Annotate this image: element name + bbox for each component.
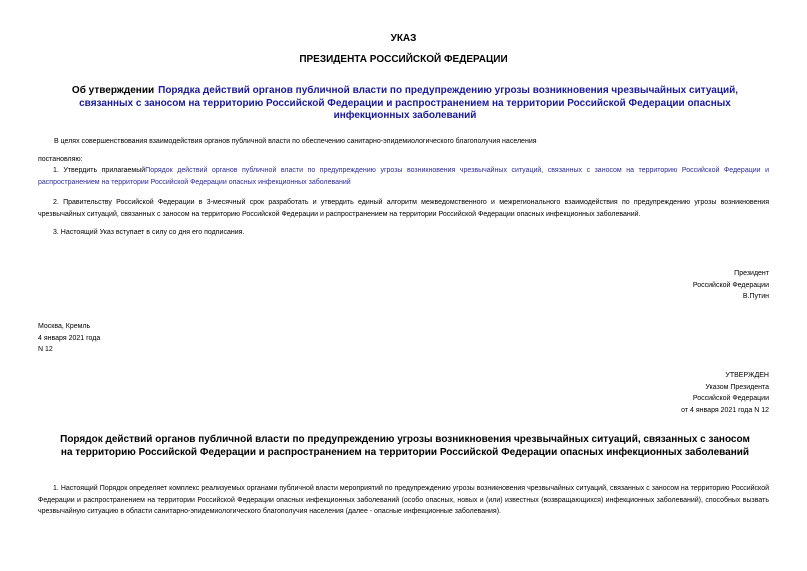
order-title: Порядок действий органов публичной власти по предупреждению угрозы возникновения чрезвычайных ситуаций, связанных с заносом на территорию Российской Федерации и распространением на территории Российской Федерации опасных инфекционных заболеваний	[60, 434, 750, 458]
preamble-text: В целях совершенствования взаимодействия органов публичной власти по обеспечению санитарно-эпидемиологического благополучия населения	[54, 138, 537, 145]
order-item-1-paragraph: 1. Настоящий Порядок определяет комплекс реализуемых органами публичной власти мероприятий по предупреждению угрозы возникновения чрезвычайных ситуаций, связанных с заносом на территорию Российской Федерации и распространением на территории Российской Федерации опасных инфекционных заболеваний (особо опасных, новых и (или) известных (возвращающихся) инфекционных заболеваний), способных вызвать чрезвычайную ситуацию в области санитарно-эпидемиологического благополучия населения (далее - опасные инфекционные заболевания).	[38, 485, 769, 515]
signature-name: В.Путин	[742, 293, 769, 300]
item-2-paragraph: 2. Правительству Российской Федерации в 3-месячный срок разработать и утвердить единый алгоритм межведомственного и межрегионального взаимодействия по предупреждению угрозы возникновения чрезвычайных ситуаций, связанных с заносом на территорию Российской Федерации и распространением на территории Российской Федерации опасных инфекционных заболеваний.	[38, 199, 769, 218]
item-1-prefix: 1. Утвердить прилагаемый	[53, 167, 146, 174]
resolve-text: постановляю:	[38, 156, 83, 163]
item-1-link[interactable]: Порядок действий органов публичной власти по предупреждению угрозы возникновения чрезвычайных ситуаций, связанных с заносом на территорию Российской Федерации и распространением на территории Российской Федерации опасных инфекционных заболеваний	[38, 167, 769, 186]
decree-title-link[interactable]: Порядка действий органов публичной власти по предупреждению угрозы возникновения чрезвычайных ситуаций, связанных с заносом на территорию Российской Федерации и распространением на территории Российской Федерации опасных инфекционных заболеваний	[79, 85, 739, 121]
date-text: 4 января 2021 года	[38, 334, 101, 342]
decree-title	[55, 85, 755, 123]
approval-line-3: Российской Федерации	[692, 395, 769, 402]
decree-title-prefix: Об утверждении	[71, 85, 155, 96]
approval-line-1: УТВЕРЖДЕН	[725, 372, 769, 379]
signature-country: Российской Федерации	[692, 281, 769, 289]
approval-line-2: Указом Президента	[705, 383, 769, 391]
item-3-paragraph: 3. Настоящий Указ вступает в силу со дня его подписания.	[53, 229, 245, 236]
signature-block	[560, 268, 769, 303]
approval-block	[520, 370, 769, 416]
place-text: Москва, Кремль	[38, 323, 91, 330]
item-1-paragraph	[38, 165, 769, 188]
signature-title: Президент	[734, 270, 769, 277]
approval-line-4: от 4 января 2021 года N 12	[681, 406, 769, 414]
document-subheader: ПРЕЗИДЕНТА РОССИЙСКОЙ ФЕДЕРАЦИИ	[299, 54, 508, 65]
place-date-block	[38, 321, 238, 356]
decree-number: N 12	[38, 346, 53, 353]
document-header: УКАЗ	[390, 33, 417, 44]
